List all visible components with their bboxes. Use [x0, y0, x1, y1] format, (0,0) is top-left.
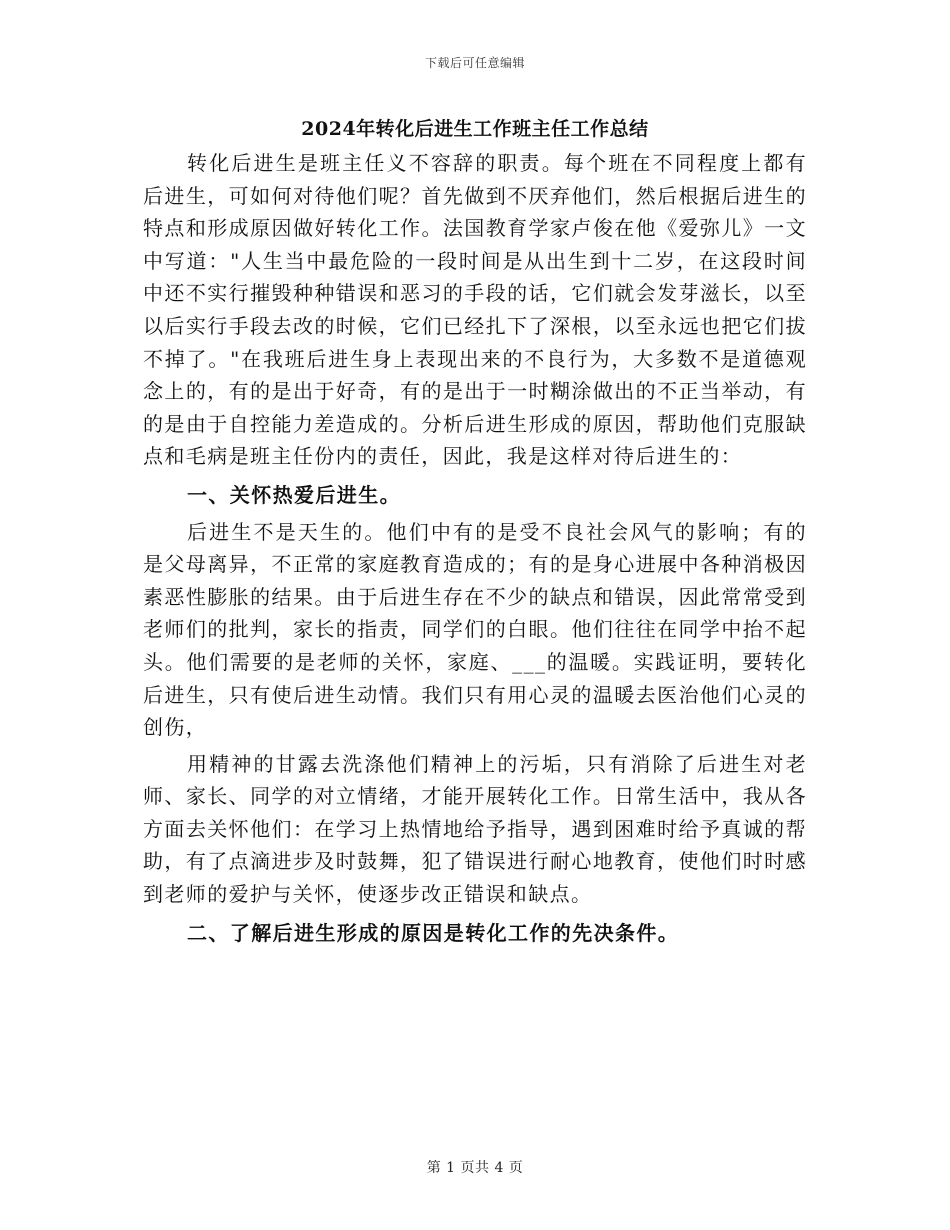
section-heading-1: 一、关怀热爱后进生。: [187, 482, 401, 507]
paragraph-intro: 转化后进生是班主任义不容辞的职责。每个班在不同程度上都有后进生，可如何对待他们呢？首先做到不厌弃他们，然后根据后进生的特点和形成原因做好转化工作。法国教育学家卢俊在他《爱弥儿》一文中写道："人生当中最危险的一段时间是从出生到十二岁，在这段时间中还不实行摧毁种种错误和恶习的手段的话，它们就会发芽滋长，以至以后实行手段去改的时候，它们已经扎下了深根，以至永远也把它们拔不掉了。"在我班后进生身上表现出来的不良行为，大多数不是道德观念上的，有的是出于好奇，有的是出于一时糊涂做出的不正当举动，有的是由于自控能力差造成的。分析后进生形成的原因，帮助他们克服缺点和毛病是班主任份内的责任，因此，我是这样对待后进生的：: [143, 151, 807, 469]
document-body: [143, 147, 807, 953]
paragraph-section-1-b: 用精神的甘露去洗涤他们精神上的污垢，只有消除了后进生对老师、家长、同学的对立情绪，才能开展转化工作。日常生活中，我从各方面去关怀他们：在学习上热情地给予指导，遇到困难时给予真诚的帮助，有了点滴进步及时鼓舞，犯了错误进行耐心地教育，使他们时时感到老师的爱护与关怀，使逐步改正错误和缺点。: [143, 751, 807, 907]
section-heading-2: 二、了解后进生形成的原因是转化工作的先决条件。: [187, 920, 680, 945]
page-number-footer: 第 1 页共 4 页: [426, 1160, 524, 1176]
header-note: 下载后可任意编辑: [424, 56, 525, 70]
document-title: 2024年转化后进生工作班主任工作总结: [301, 118, 649, 140]
paragraph-section-1-a: 后进生不是天生的。他们中有的是受不良社会风气的影响；有的是父母离异，不正常的家庭教育造成的；有的是身心进展中各种消极因素恶性膨胀的结果。由于后进生存在不少的缺点和错误，因此常常受到老师们的批判，家长的指责，同学们的白眼。他们往往在同学中抬不起头。他们需要的是老师的关怀，家庭、___的温暖。实践证明，要转化后进生，只有使后进生动情。我们只有用心灵的温暖去医治他们心灵的创伤，: [143, 519, 807, 740]
